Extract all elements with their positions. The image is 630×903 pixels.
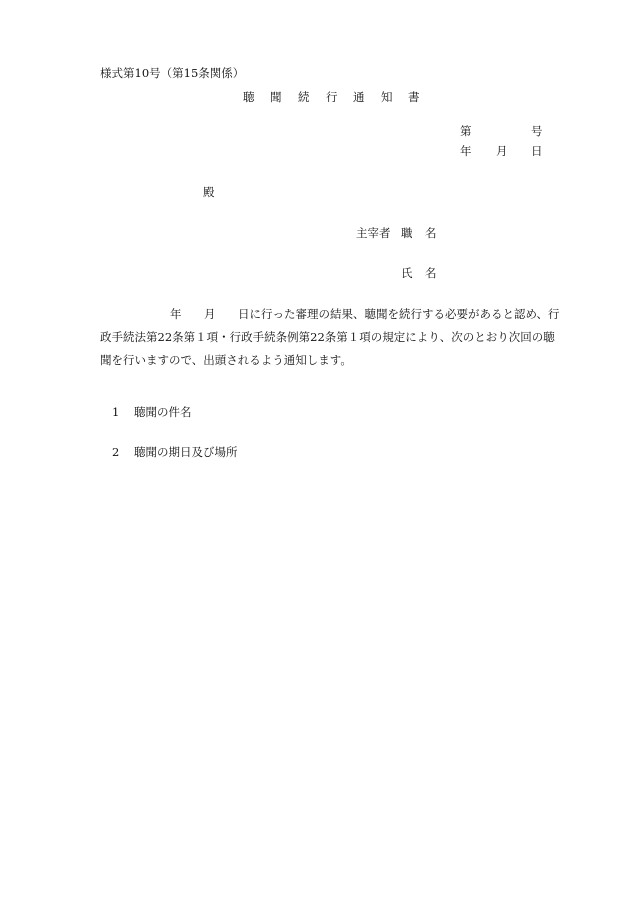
title-char: 通	[353, 90, 365, 104]
sender-label: 主宰者	[356, 226, 391, 240]
sender-shi: 氏	[401, 266, 413, 280]
title-char: 聴	[243, 90, 255, 104]
sender-mei2: 名	[425, 266, 437, 280]
reference-dai: 第	[460, 124, 472, 138]
item-label: 聴聞の期日及び場所	[134, 445, 238, 459]
body-line-2: 政手続法第22条第１項・行政手続条例第22条第１項の規定により、次のとおり次回の聴	[100, 330, 555, 344]
sender-shoku: 職	[401, 226, 413, 240]
form-number: 様式第10号（第15条関係）	[100, 66, 245, 80]
date-month: 月	[496, 144, 508, 158]
body-line-3: 聞を行いますので、出頭されるよう通知します。	[100, 353, 352, 367]
addressee-dono: 殿	[203, 185, 215, 199]
date-year: 年	[460, 144, 472, 158]
title-char: 行	[326, 90, 338, 104]
title-char: 続	[298, 90, 310, 104]
reference-go: 号	[531, 124, 543, 138]
title-char: 書	[408, 90, 420, 104]
body-year: 年	[170, 307, 182, 321]
title-char: 知	[381, 90, 393, 104]
sender-mei: 名	[425, 226, 437, 240]
body-line-1: 日に行った審理の結果、聴聞を続行する必要があると認め、行	[238, 307, 560, 321]
item-number: 1	[112, 405, 120, 419]
item-number: 2	[112, 445, 120, 459]
date-day: 日	[531, 144, 543, 158]
title-char: 聞	[270, 90, 282, 104]
item-label: 聴聞の件名	[134, 405, 192, 419]
body-month: 月	[204, 307, 216, 321]
